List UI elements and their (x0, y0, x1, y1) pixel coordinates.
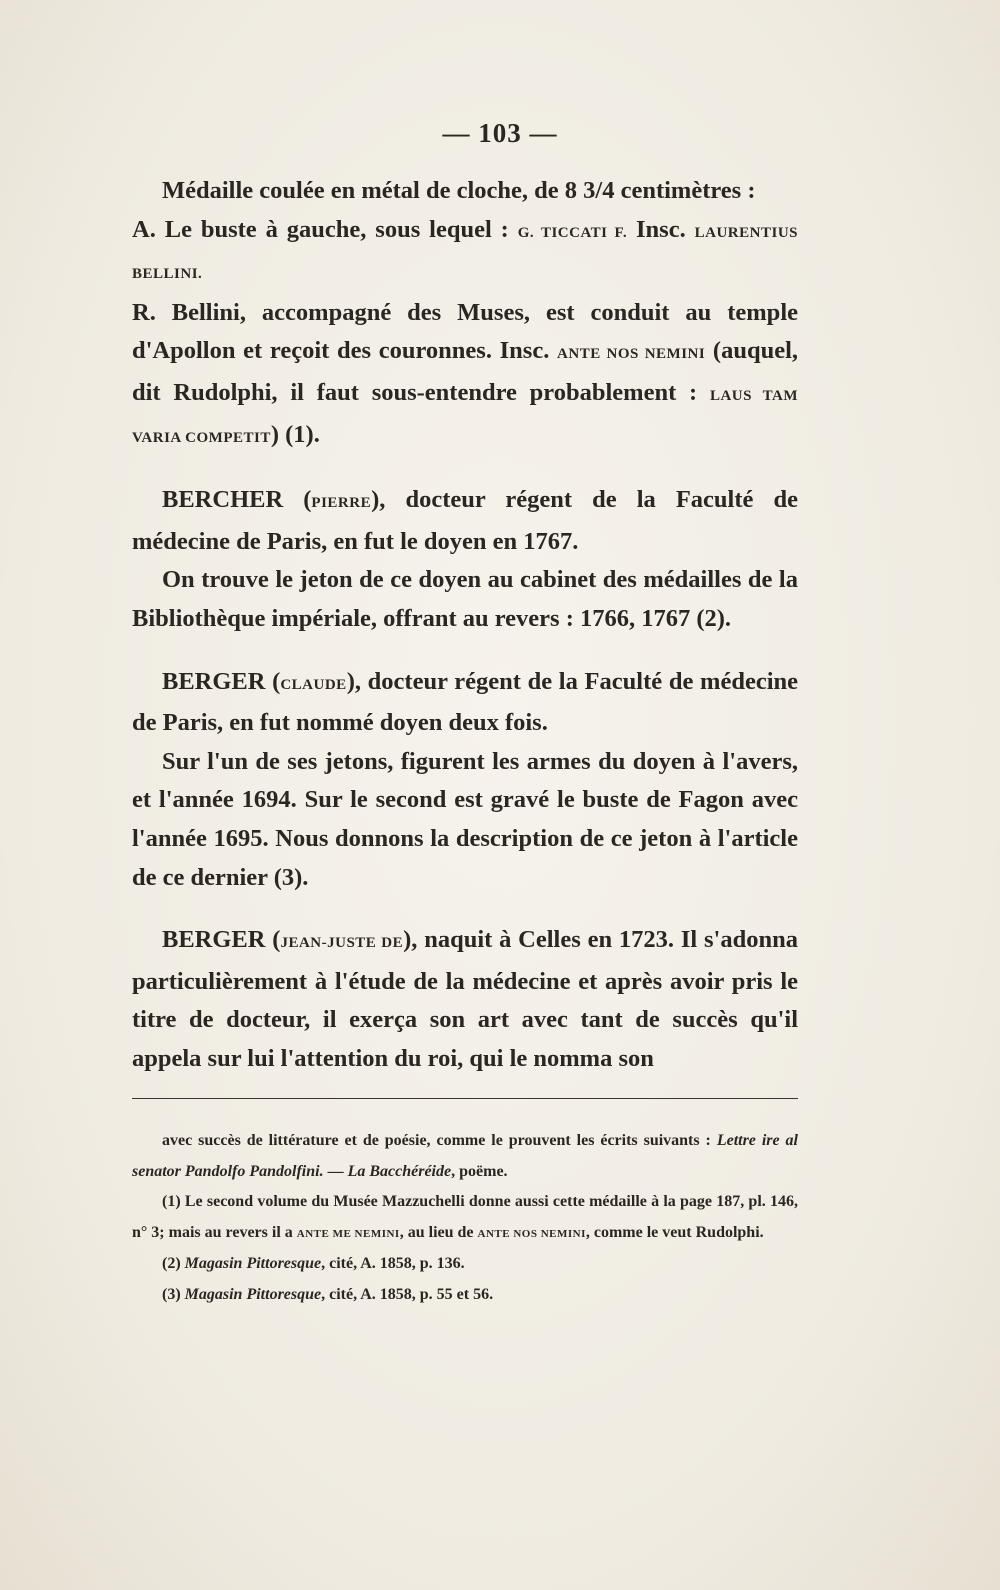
footnote-2: (2) Magasin Pittoresque, cité, A. 1858, p. 136. (162, 1255, 465, 1272)
footnote-1: (1) Le second volume du Musée Mazzuchelli donne aussi cette médaille à la page 187, pl. 146, n° 3; mais au revers il a ANTE ME NEMINI, au lieu de ANTE NOS NEMINI, comme le veut Rudolphi. (132, 1193, 798, 1241)
paragraph-reverse: R. Bellini, accompagné des Muses, est conduit au temple d'Apollon et reçoit des couronnes. Insc. ANTE NOS NEMINI (auquel, dit Rudolphi, il faut sous-entendre probablement : LAUS TAM VARIA COMPETIT) (1). (132, 298, 799, 448)
paragraph-bercher: BERCHER (PIERRE), docteur régent de la Faculté de médecine de Paris, en fut le doyen en 1767. (132, 486, 798, 555)
footnote-3: (3) Magasin Pittoresque, cité, A. 1858, p. 55 et 56. (162, 1285, 494, 1303)
paragraph-berger-jetons: Sur l'un de ses jetons, figurent les armes du doyen à l'avers, et l'année 1694. Sur le second est gravé le buste de Fagon avec l'année 1695. Nous donnons la description de ce jeton à l'article de ce dernier (3). (132, 747, 798, 891)
paragraph-obverse: A. Le buste à gauche, sous lequel : G. TICCATI F. Insc. LAURENTIUS BELLINI. (132, 215, 798, 283)
paragraph-berger-jean-juste: BERGER (JEAN-JUSTE DE), naquit à Celles en 1723. Il s'adonna particulièrement à l'étude de la médecine et après avoir pris le titre de docteur, il exerça son art avec tant de succès qu'il appela sur lui l'attention du roi, qui le nomma son (132, 926, 798, 1072)
paragraph-medal: Médaille coulée en métal de cloche, de 8 3/4 centimètres : (162, 177, 756, 204)
page-number: — 103 — (442, 118, 558, 148)
paragraph-bercher-jeton: On trouve le jeton de ce doyen au cabinet des médailles de la Bibliothèque impériale, offrant au revers : 1766, 1767 (2). (132, 566, 798, 632)
footnote-divider (132, 1098, 798, 1099)
main-text (132, 172, 798, 1078)
footnotes (132, 1126, 798, 1310)
footnote-continuation: avec succès de littérature et de poésie, comme le prouvent les écrits suivants : Lettre ire al senator Pandolfo Pandolfini. — La Bacchéréide, poëme. (132, 1132, 798, 1180)
paragraph-berger-claude: BERGER (CLAUDE), docteur régent de la Faculté de médecine de Paris, en fut nommé doyen deux fois. (132, 667, 798, 737)
